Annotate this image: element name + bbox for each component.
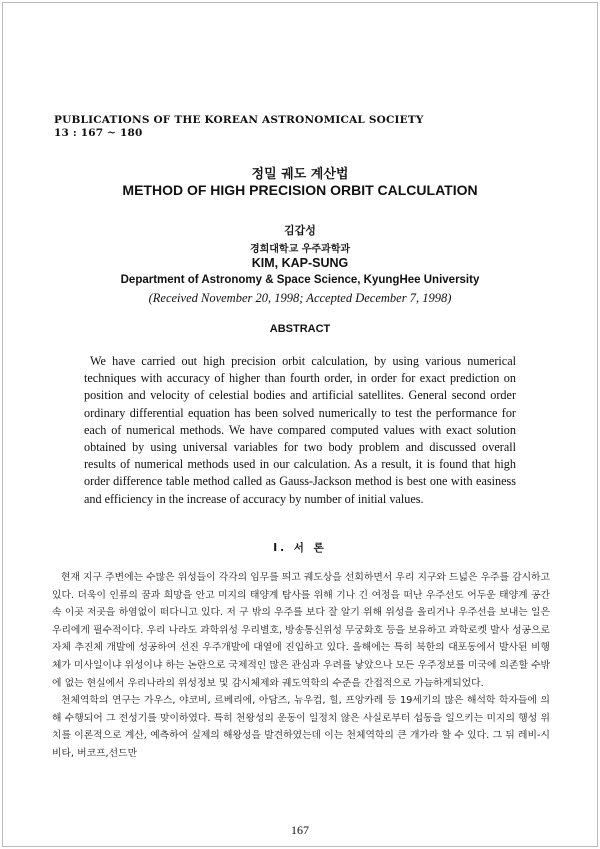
introduction-body [52, 569, 550, 763]
section-heading-introduction: I. 서 론 [273, 542, 327, 554]
abstract-heading: ABSTRACT [269, 323, 331, 335]
affiliation-english: Department of Astronomy & Space Science, KyungHee University [120, 274, 480, 286]
journal-name: PUBLICATIONS OF THE KOREAN ASTRONOMICAL SOCIETY [54, 114, 424, 126]
abstract-text: We have carried out high precision orbit calculation, by using various numerical techniques with accuracy of higher than fourth order, in order for exact prediction on position and velocity of celestial bodies and artificial satellites. General second order ordinary differential equation has been solved numerically to test the performance for each of numerical methods. We have compared computed values with exact solution obtained by using universal variables for two body problem and discussed overall results of numerical methods used in our calculation. As a result, it is found that high order difference table method called as Gauss-Jackson method is best one with easiness and efficiency in the increase of accuracy by number of initial values. [84, 354, 516, 506]
journal-header [54, 114, 424, 140]
body-paragraph: 천체역학의 연구는 가우스, 야코비, 르베리에, 아담즈, 뉴우컴, 힐, 프앙카레 등 19세기의 많은 해석학 학자들에 의해 수행되어 그 전성기를 맞이하였다. 특히 천왕성의 운동이 일정치 않은 사실로부터 섭동을 일으키는 미지의 행성 위치를 이론적으로 계산, 예측하여 실제의 해왕성을 발견하였는데 이는 천체역학의 큰 개가라 할 수 있다. 그 뒤 레비-시비타, 버코프,선드만 [52, 695, 550, 759]
author-name-english: KIM, KAP-SUNG [251, 256, 349, 270]
author-name-korean: 김갑성 [284, 224, 316, 237]
page-number: 167 [291, 823, 309, 837]
journal-volume-pages: 13 : 167 ~ 180 [54, 127, 143, 139]
title-english: METHOD OF HIGH PRECISION ORBIT CALCULATION [122, 182, 478, 198]
title-korean: 정밀 궤도 계산법 [251, 167, 349, 182]
body-paragraph: 현재 지구 주변에는 수많은 위성들이 각각의 임무를 띄고 궤도상을 선회하면서 우리 지구와 드넓은 우주를 감시하고 있다. 더욱이 인류의 꿈과 희망을 안고 미지의 태양계 탐사를 위해 기나 긴 여정을 떠난 우주선도 어두운 태양계 공간 속 이곳 저곳을 하염없이 떠다니고 있다. 저 구 밖의 우주를 보다 잘 알기 위해 위성을 올리거나 우주선을 보내는 일은 우리에게 필수적이다. 우리 나라도 과학위성 우리별호, 방송통신위성 무궁화호 등을 보유하고 과학로켓 발사 성공으로 자체 추진체 개발에 성공하여 선진 우주개발에 대열에 진입하고 있다. 올해에는 특히 북한의 대포동에서 발사된 비행체가 미사일이냐 위성이냐 하는 논란으로 국제적인 많은 관심과 우려를 낳았으나 모든 우주정보를 미국에 의존할 수밖에 없는 현실에서 우리나라의 위성정보 및 감시체제와 궤도역학의 수준을 간접적으로 가늠하게되었다. [52, 572, 550, 689]
affiliation-korean: 경희대학교 우주과학과 [249, 244, 351, 255]
received-dates: (Received November 20, 1998; Accepted December 7, 1998) [148, 291, 452, 305]
